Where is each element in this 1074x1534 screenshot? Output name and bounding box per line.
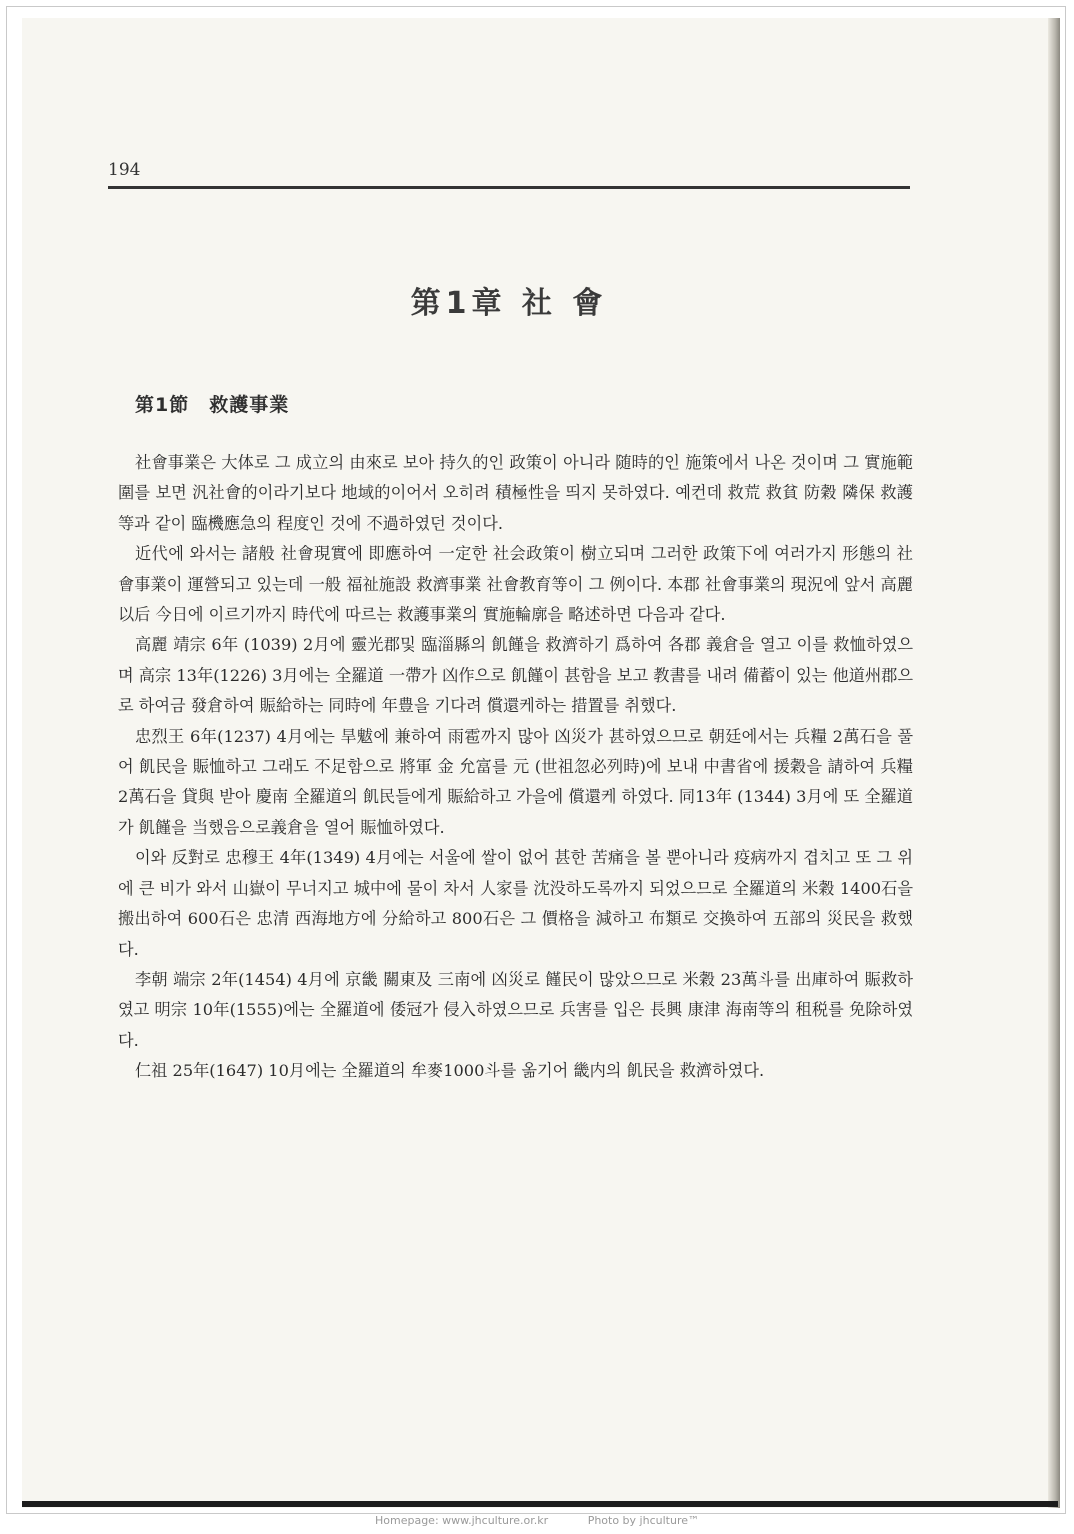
page-bottom-edge [22,1501,1058,1507]
page-number: 194 [108,160,141,180]
footer-homepage[interactable]: Homepage: www.jhculture.or.kr [374,1514,549,1527]
paragraph-5: 이와 反對로 忠穆王 4年(1349) 4月에는 서울에 쌀이 없어 甚한 苦痛을 볼 뿐아니라 疫病까지 겹치고 또 그 위에 큰 비가 와서 山嶽이 무너지고 城中에 물이 차서 人家를 沈没하도록까지 되었으므로 全羅道의 米穀 1400石을搬出하여 600石은 忠清 西海地方에 分給하고 800石은 그 價格을 減하고 布類로 交換하여 五部의 災民을 救했다. [118,848,913,959]
paragraph-4: 忠烈王 6年(1237) 4月에는 旱魃에 兼하여 雨雹까지 많아 凶災가 甚하였으므로 朝廷에서는 兵糧 2萬石을 풀어 飢民을 賑恤하고 그래도 不足함으로 將軍 金 允富를 元 (世祖忽必列時)에 보내 中書省에 援穀을 請하여 兵糧 2萬石을 貸與 받아 慶南 全羅道의 飢民들에게 賑給하고 가을에 償還케 하였다. 同13年 (1344) 3月에 또 全羅道가 飢饉을 当했음으로義倉을 열어 賑恤하였다. [118,726,913,837]
body-text [118,448,913,1087]
paragraph-2: 近代에 와서는 諸般 社會現實에 即應하여 一定한 社会政策이 樹立되며 그러한 政策下에 여러가지 形態의 社會事業이 運營되고 있는데 一般 福祉施設 救濟事業 社會教育等이 그 例이다. 本郡 社會事業의 現況에 앞서 高麗以后 今日에 이르기까지 時代에 따르는 救護事業의 實施輪廓을 略述하면 다음과 같다. [118,544,913,625]
footer-photo-credit: Photo by jhculture™ [587,1514,699,1527]
header-rule [108,186,910,189]
paragraph-7: 仁祖 25年(1647) 10月에는 全羅道의 牟麥1000斗를 옮기어 畿内의 飢民을 救濟하였다. [135,1061,765,1081]
paragraph-6: 李朝 端宗 2年(1454) 4月에 京畿 關東及 三南에 凶災로 饉民이 많았으므로 米穀 23萬斗를 出庫하여 賑救하였고 明宗 10年(1555)에는 全羅道에 倭冠가 侵入하였으므로 兵害를 입은 長興 康津 海南等의 租税를 免除하였다. [118,969,913,1050]
section-title: 第1節 救護事業 [135,394,290,416]
paragraph-3: 高麗 靖宗 6年 (1039) 2月에 靈光郡및 臨淄縣의 飢饉을 救濟하기 爲하여 各郡 義倉을 열고 이를 救恤하였으며 高宗 13年(1226) 3月에는 全羅道 一帶가 凶作으로 飢饉이 甚함을 보고 教書를 내려 備蓄이 있는 他道州郡으로 하여금 發倉하여 賑給하는 同時에 年豊을 기다려 償還케하는 措置를 취했다. [118,635,913,716]
paragraph-1: 社會事業은 大体로 그 成立의 由來로 보아 持久的인 政策이 아니라 随時的인 施策에서 나온 것이며 그 實施範圍를 보면 汎社會的이라기보다 地域的이어서 오히려 積極性을 띄지 못하였다. 예컨데 救荒 救貧 防穀 隣保 救護等과 같이 臨機應急의 程度인 것에 不過하였던 것이다. [118,453,913,533]
chapter-title: 第1章 社 會 [410,286,608,321]
footer [0,1514,1074,1527]
book-spine-shadow [1048,18,1060,1508]
